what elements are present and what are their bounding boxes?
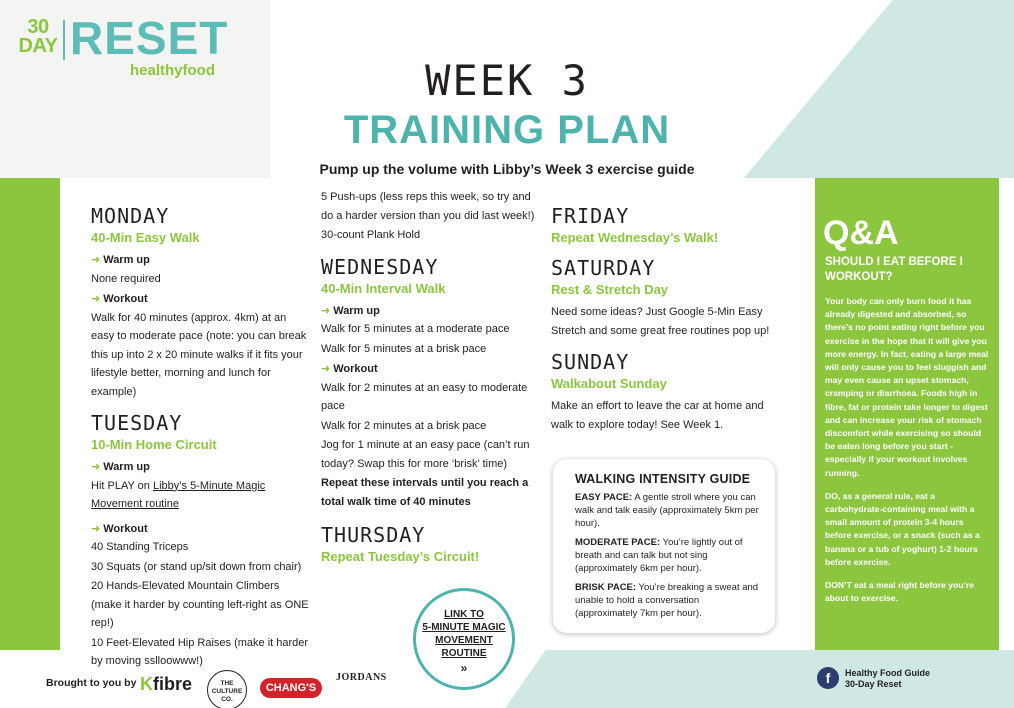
list-item: Walk for 2 minutes at an easy to moderate pace [321, 381, 528, 412]
logo-divider [63, 20, 65, 60]
facebook-icon[interactable]: f [817, 667, 839, 689]
thursday-title: Repeat Tuesday’s Circuit! [321, 549, 480, 564]
tuesday-workout-label: ➜ Workout [91, 522, 148, 535]
list-item: Walk for 5 minutes at a brisk pace [321, 342, 487, 355]
page-subtitle: Pump up the volume with Libby’s Week 3 exercise guide [319, 161, 695, 177]
changs-logo: CHANG'S [260, 678, 322, 698]
day-heading-friday: FRIDAY [551, 204, 630, 228]
day-heading-tuesday: TUESDAY [91, 411, 183, 435]
column-3 [551, 198, 775, 435]
list-item: 30-count Plank Hold [321, 229, 421, 241]
friday-title: Repeat Wednesday’s Walk! [551, 230, 719, 245]
sunday-title: Walkabout Sunday [551, 376, 667, 391]
arrow-icon: ➜ [321, 304, 331, 317]
week-title: WEEK 3 [425, 56, 589, 105]
routine-link-button[interactable] [413, 588, 515, 690]
jordans-logo: JORDANS [336, 672, 387, 683]
saturday-text: Need some ideas? Just Google 5-Min Easy Stretch and some great free routines pop up! [551, 306, 770, 337]
qa-panel [815, 178, 999, 650]
guide-title: WALKING INTENSITY GUIDE [575, 472, 751, 486]
logo-reset: RESET [70, 12, 229, 64]
logo-days: 30 DAY [18, 16, 58, 57]
page-title: TRAINING PLAN [343, 108, 671, 152]
chevron-right-icon: » [460, 661, 468, 675]
qa-answer-2: DO, as a general rule, eat a carbohydrate-containing meal with a small amount of protein 3-4 hours before exercise, or a snack (such as a banana or a tub of yoghurt) 1-2 hours before exercise. [825, 490, 980, 567]
day-heading-saturday: SATURDAY [551, 256, 656, 280]
qa-title: Q&A [823, 214, 899, 252]
tuesday-title: 10-Min Home Circuit [91, 437, 217, 452]
facebook-group-label[interactable]: Healthy Food Guide 30-Day Reset [845, 668, 931, 689]
left-green-stripe [0, 178, 60, 650]
monday-title: 40-Min Easy Walk [91, 230, 200, 245]
kfibre-logo: Kfibre [140, 674, 193, 694]
logo-brand: healthyfood [130, 62, 215, 79]
list-item: 30 Squats (or stand up/sit down from chair) [91, 560, 302, 573]
arrow-icon: ➜ [91, 293, 101, 305]
sunday-text: Make an effort to leave the car at home and walk to explore today! See Week 1. [551, 400, 764, 431]
list-item: 20 Hands-Elevated Mountain Climbers (make it harder by counting left-right as ONE rep!) [91, 580, 309, 629]
tuesday-warmup-text: Hit PLAY on Libby’s 5-Minute Magic Movement routine [91, 479, 266, 510]
day-heading-thursday: THURSDAY [321, 523, 426, 547]
footer-teal-shape [505, 650, 1014, 708]
monday-workout-label: ➜ Workout [91, 293, 148, 305]
wednesday-warmup-label: ➜ Warm up [321, 304, 380, 317]
arrow-icon: ➜ [91, 461, 101, 473]
guide-item: MODERATE PACE: You’re lightly out of breath and can talk but not sing (approximately 6km per hour). [575, 537, 743, 574]
list-item: Walk for 5 minutes at a moderate pace [321, 323, 510, 335]
qa-answer-1: Your body can only burn food it has already digested and absorbed, so there’s no point eating right before you exercise in the hope that it will give you more energy. In fact, eating a large meal will only cause you to feel sluggish and may even cause an upset stomach, cramping or diarrhoea. Foods high in fibre, fat or protein take longer to digest and can increase your risk of stomach discomfort while exercising so should be eaten long before you start - especially if your workout involves running. [825, 296, 989, 478]
guide-item: EASY PACE: A gentle stroll where you can walk and talk easily (approximately 5km per hour). [575, 492, 759, 529]
list-item: 40 Standing Triceps [91, 541, 189, 553]
list-item: 5 Push-ups (less reps this week, so try and do a harder version than you did last week!) [321, 191, 535, 222]
day-heading-wednesday: WEDNESDAY [321, 254, 439, 279]
walking-intensity-guide [553, 459, 775, 633]
monday-warmup-label: ➜ Warm up [91, 254, 150, 266]
column-1 [91, 198, 309, 672]
saturday-title: Rest & Stretch Day [551, 282, 669, 297]
guide-item: BRISK PACE: You’re breaking a sweat and unable to hold a conversation (approximately 7km per hour). [575, 582, 759, 619]
routine-link[interactable]: Libby’s 5-Minute Magic Movement routine [91, 479, 266, 510]
arrow-icon: ➜ [91, 254, 101, 266]
link-line: ROUTINE [441, 648, 487, 659]
day-heading-sunday: SUNDAY [551, 350, 630, 374]
list-item: Walk for 2 minutes at a brisk pace [321, 419, 487, 432]
link-line: 5-MINUTE MAGIC [422, 622, 506, 633]
link-line: LINK TO [444, 609, 484, 620]
link-line: MOVEMENT [435, 635, 493, 646]
brought-to-you-by: Brought to you by [46, 677, 137, 689]
wednesday-workout-label: ➜ Workout [321, 363, 378, 375]
list-item: 10 Feet-Elevated Hip Raises (make it harder by moving sslloowww!) [91, 636, 309, 667]
culture-co-logo: THE CULTURE CO. [207, 670, 247, 708]
arrow-icon: ➜ [321, 363, 331, 375]
tuesday-warmup-label: ➜ Warm up [91, 461, 150, 473]
list-item: Jog for 1 minute at an easy pace (can’t run today? Swap this for more ‘brisk’ time) [321, 439, 530, 470]
wednesday-title: 40-Min Interval Walk [321, 280, 446, 296]
column-2 [321, 188, 537, 570]
qa-answer-3: DON’T eat a meal right before you’re about to exercise. [825, 580, 974, 604]
monday-warmup-text: None required [91, 272, 161, 285]
qa-question: SHOULD I EAT BEFORE I WORKOUT? [825, 256, 963, 283]
monday-workout-text: Walk for 40 minutes (approx. 4km) at an easy to moderate pace (note: you can break this up into 2 x 20 minute walks if it fits your lifestyle better, morning and lunch for example) [91, 311, 307, 398]
arrow-icon: ➜ [91, 522, 101, 535]
wednesday-repeat: Repeat these intervals until you reach a total walk time of 40 minutes [321, 477, 529, 508]
day-heading-monday: MONDAY [91, 204, 170, 228]
